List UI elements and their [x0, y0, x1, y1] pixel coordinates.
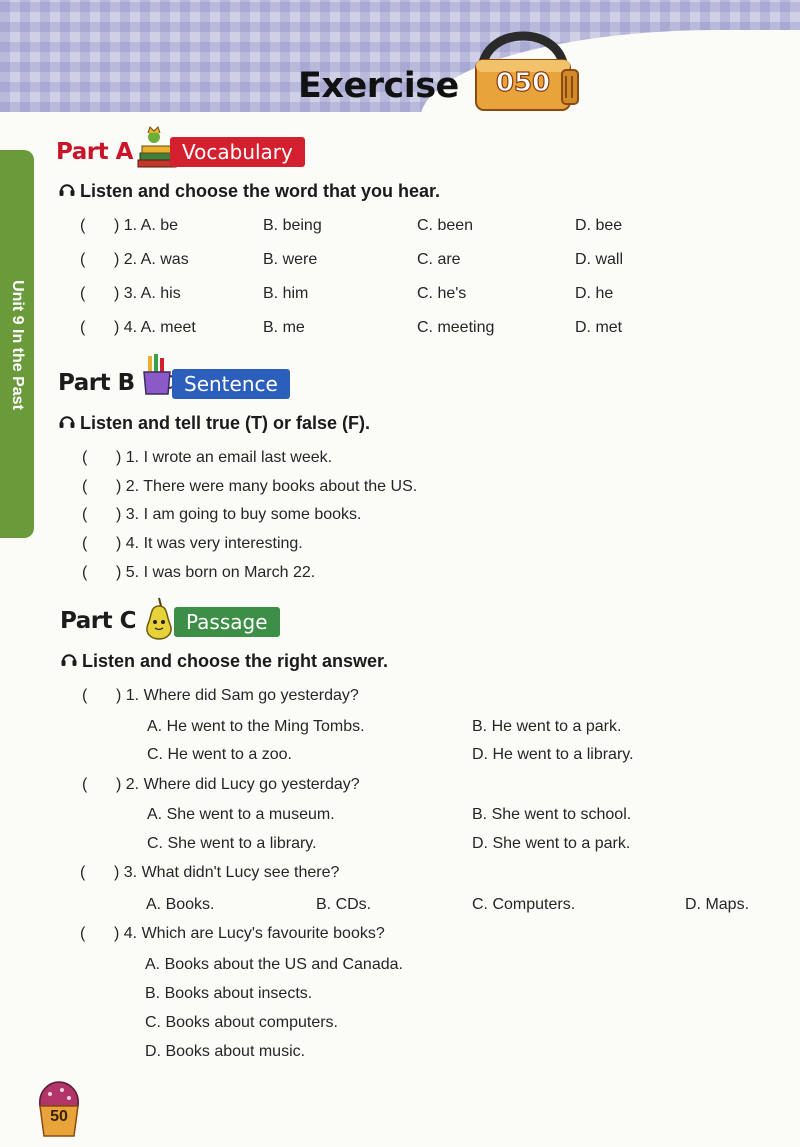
- statement: ) 4. It was very interesting.: [116, 535, 303, 552]
- answer-blank[interactable]: (: [80, 217, 86, 234]
- radio-icon: [462, 14, 584, 116]
- option-d: D. He went to a library.: [472, 746, 634, 763]
- option-d: D. Books about music.: [145, 1043, 306, 1060]
- option-b: B. being: [263, 217, 322, 234]
- option-d: D. She went to a park.: [472, 835, 631, 852]
- option-d: D. he: [575, 285, 614, 302]
- headphones-icon: [60, 650, 78, 673]
- option-c: C. are: [417, 251, 461, 268]
- part-c-instruction-row: [60, 650, 388, 673]
- answer-blank[interactable]: (: [82, 449, 88, 466]
- option-b: B. me: [263, 319, 305, 336]
- answer-blank[interactable]: (: [80, 864, 86, 881]
- option-b: B. She went to school.: [472, 806, 632, 823]
- exercise-number: 050: [495, 68, 551, 98]
- option-a: ) 2. A. was: [114, 251, 189, 268]
- answer-blank[interactable]: (: [80, 251, 86, 268]
- answer-blank[interactable]: (: [82, 564, 88, 581]
- part-b-instruction-row: [58, 412, 370, 435]
- answer-blank[interactable]: (: [80, 285, 86, 302]
- option-c: C. Computers.: [472, 896, 576, 913]
- pear-mascot-icon: [142, 596, 176, 645]
- option-c: C. he's: [417, 285, 467, 302]
- option-a: ) 3. A. his: [114, 285, 181, 302]
- option-a: A. She went to a museum.: [147, 806, 335, 823]
- option-c: C. She went to a library.: [147, 835, 317, 852]
- answer-blank[interactable]: (: [82, 535, 88, 552]
- part-a-instruction-row: [58, 180, 440, 203]
- option-b: B. Books about insects.: [145, 985, 313, 1002]
- option-d: D. Maps.: [685, 896, 750, 913]
- page-number: 50: [50, 1108, 68, 1125]
- part-c-instruction: Listen and choose the right answer.: [82, 651, 389, 671]
- headphones-icon: [58, 412, 76, 435]
- part-b-tag: Sentence: [172, 369, 290, 399]
- part-a-instruction: Listen and choose the word that you hear.: [80, 181, 441, 201]
- part-c-tag: Passage: [174, 607, 280, 637]
- option-d: D. met: [575, 319, 623, 336]
- answer-blank[interactable]: (: [80, 319, 86, 336]
- statement: ) 5. I was born on March 22.: [116, 564, 316, 581]
- option-c: C. meeting: [417, 319, 495, 336]
- option-d: D. bee: [575, 217, 623, 234]
- option-a: A. Books.: [146, 896, 215, 913]
- page-number-badge: [36, 1078, 82, 1138]
- part-b-label: Part B: [58, 370, 135, 396]
- option-a: A. Books about the US and Canada.: [145, 956, 403, 973]
- headphones-icon: [58, 180, 76, 203]
- option-b: B. He went to a park.: [472, 718, 622, 735]
- part-b-instruction: Listen and tell true (T) or false (F).: [80, 413, 371, 433]
- option-b: B. him: [263, 285, 309, 302]
- answer-blank[interactable]: (: [82, 776, 88, 793]
- option-a: ) 4. A. meet: [114, 319, 196, 336]
- exercise-title: Exercise: [298, 66, 459, 106]
- question: ) 1. Where did Sam go yesterday?: [116, 687, 359, 704]
- option-c: C. been: [417, 217, 474, 234]
- option-d: D. wall: [575, 251, 624, 268]
- part-c-label: Part C: [60, 608, 136, 634]
- question: ) 3. What didn't Lucy see there?: [114, 864, 340, 881]
- option-b: B. CDs.: [316, 896, 372, 913]
- option-b: B. were: [263, 251, 318, 268]
- answer-blank[interactable]: (: [82, 478, 88, 495]
- answer-blank[interactable]: (: [82, 506, 88, 523]
- unit-side-tab-label: Unit 9 In the Past: [9, 280, 26, 410]
- part-a-label: Part A: [56, 139, 133, 165]
- answer-blank[interactable]: (: [82, 687, 88, 704]
- option-c: C. He went to a zoo.: [147, 746, 292, 763]
- question: ) 4. Which are Lucy's favourite books?: [114, 925, 385, 942]
- question: ) 2. Where did Lucy go yesterday?: [116, 776, 360, 793]
- statement: ) 1. I wrote an email last week.: [116, 449, 333, 466]
- statement: ) 3. I am going to buy some books.: [116, 506, 362, 523]
- option-c: C. Books about computers.: [145, 1014, 338, 1031]
- part-a-tag: Vocabulary: [170, 137, 305, 167]
- option-a: A. He went to the Ming Tombs.: [147, 718, 365, 735]
- option-a: ) 1. A. be: [114, 217, 179, 234]
- statement: ) 2. There were many books about the US.: [116, 478, 418, 495]
- answer-blank[interactable]: (: [80, 925, 86, 942]
